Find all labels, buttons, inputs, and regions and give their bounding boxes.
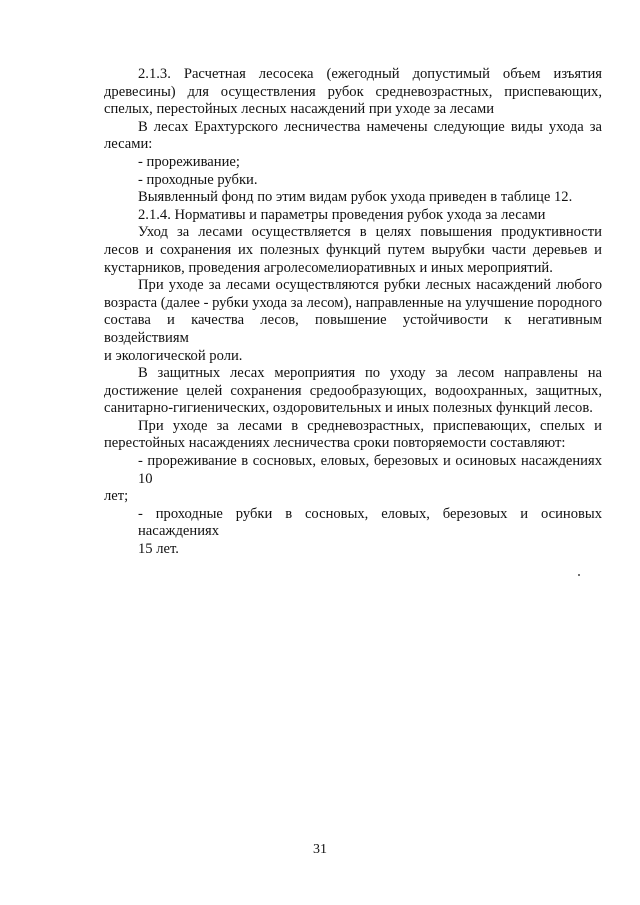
paragraph-line: В лесах Ерахтурского лесничества намечены следующие виды ухода за — [138, 118, 602, 135]
paragraph-line: При уходе за лесами осуществляются рубки лесных насаждений любого — [138, 277, 602, 294]
list-item-continuation: лет; — [104, 488, 129, 505]
list-item-continuation: 15 лет. — [138, 541, 179, 558]
paragraph-line: кустарников, проведения агролесомелиоративных и иных мероприятий. — [104, 259, 553, 276]
paragraph-line: санитарно-гигиенических, оздоровительных и иных полезных функций лесов. — [104, 400, 593, 417]
list-item: - прореживание; — [138, 153, 240, 170]
list-item: - проходные рубки. — [138, 171, 258, 188]
list-item: - проходные рубки в сосновых, еловых, березовых и осиновых насаждениях — [138, 505, 602, 540]
paragraph-line: возраста (далее - рубки ухода за лесом), направленные на улучшение породного — [104, 294, 603, 311]
paragraph-line: достижение целей сохранения средообразующих, водоохранных, защитных, — [104, 382, 602, 399]
paragraph-line: перестойных насаждениях лесничества сроки повторяемости составляют: — [104, 435, 566, 452]
section-heading: 2.1.4. Нормативы и параметры проведения рубок ухода за лесами — [138, 206, 546, 223]
scan-speck — [578, 574, 580, 576]
paragraph-line: В защитных лесах мероприятия по уходу за лесом направлены на — [138, 365, 602, 382]
paragraph-line: состава и качества лесов, повышение устойчивости к негативным воздействиям — [104, 312, 602, 346]
paragraph-line: Выявленный фонд по этим видам рубок ухода приведен в таблице 12. — [138, 189, 573, 206]
document-body — [104, 66, 602, 559]
paragraph-line: лесов и сохранения их полезных функций путем вырубки части деревьев и — [104, 241, 602, 258]
paragraph-line: лесами: — [104, 136, 153, 153]
paragraph-line: и экологической роли. — [104, 347, 243, 364]
paragraph-line: спелых, перестойных лесных насаждений при уходе за лесами — [104, 101, 495, 118]
list-item: - прореживание в сосновых, еловых, березовых и осиновых насаждениях 10 — [138, 453, 602, 487]
paragraph-line: Уход за лесами осуществляется в целях повышения продуктивности — [138, 224, 602, 241]
paragraph-line: древесины) для осуществления рубок средневозрастных, приспевающих, — [104, 83, 602, 100]
paragraph-line: 2.1.3. Расчетная лесосека (ежегодный допустимый объем изъятия — [138, 66, 602, 82]
page-number: 31 — [313, 842, 327, 857]
paragraph-line: При уходе за лесами в средневозрастных, приспевающих, спелых и — [138, 417, 602, 434]
